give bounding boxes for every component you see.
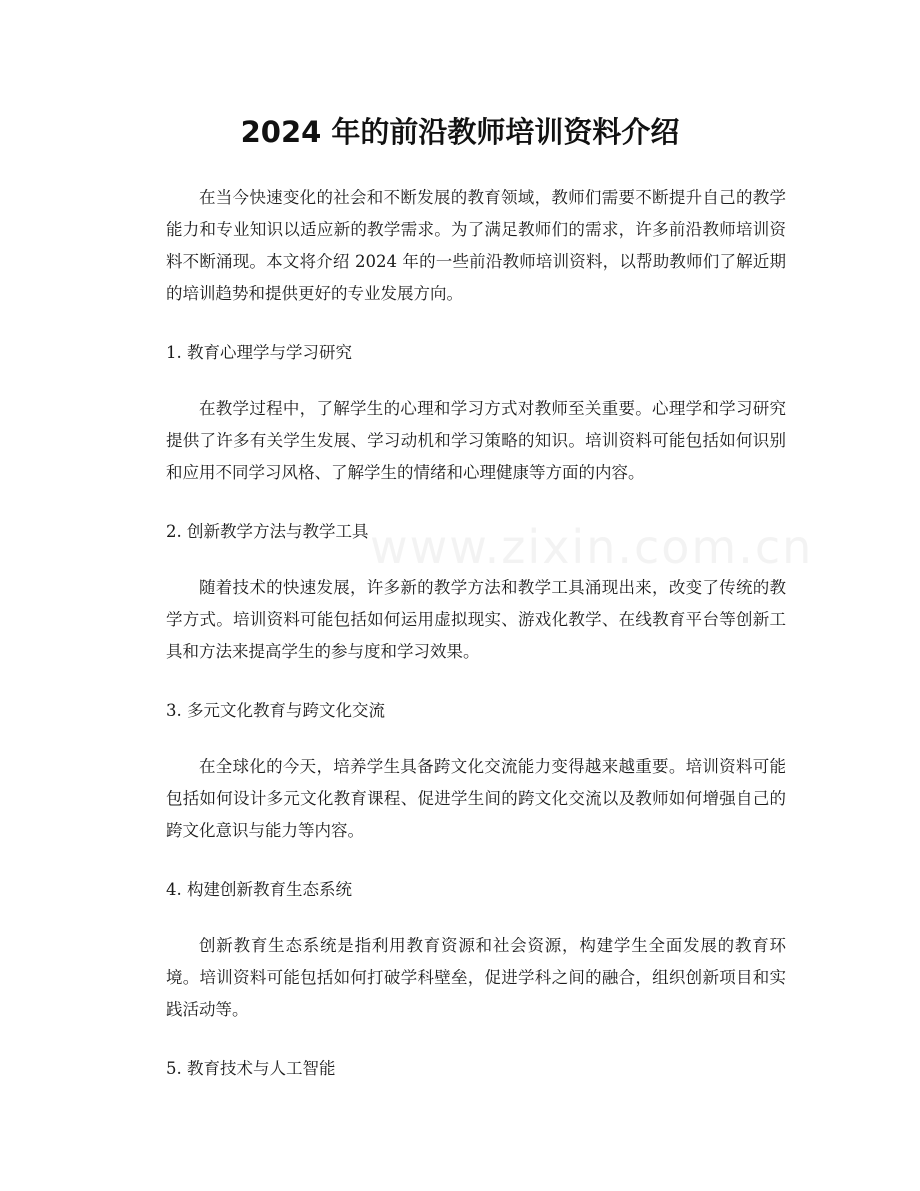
- spacer: [166, 906, 786, 930]
- section-5-heading: 5. 教育技术与人工智能: [166, 1059, 336, 1078]
- spacer: [166, 1026, 786, 1053]
- intro-paragraph: 在当今快速变化的社会和不断发展的教育领域，教师们需要不断提升自己的教学能力和专业知识以适应新的教学需求。为了满足教师们的需求，许多前沿教师培训资料不断涌现。本文将介绍 2024 年的一些前沿教师培训资料，以帮助教师们了解近期的培训趋势和提供更好的专业发展方向。: [166, 188, 786, 303]
- watermark-text: www.zixin.com.cn: [370, 520, 814, 574]
- spacer: [166, 847, 786, 874]
- spacer: [166, 369, 786, 393]
- spacer: [166, 548, 786, 572]
- section-2-body: 随着技术的快速发展，许多新的教学方法和教学工具涌现出来，改变了传统的教学方式。培训资料可能包括如何运用虚拟现实、游戏化教学、在线教育平台等创新工具和方法来提高学生的参与度和学习效果。: [166, 578, 786, 661]
- section-1-heading: 1. 教育心理学与学习研究: [166, 343, 352, 362]
- spacer: [166, 310, 786, 337]
- section-1-body: 在教学过程中，了解学生的心理和学习方式对教师至关重要。心理学和学习研究提供了许多有关学生发展、学习动机和学习策略的知识。培训资料可能包括如何识别和应用不同学习风格、了解学生的情绪和心理健康等方面的内容。: [166, 399, 786, 482]
- section-3-heading: 3. 多元文化教育与跨文化交流: [166, 701, 385, 720]
- spacer: [166, 727, 786, 751]
- spacer: [166, 668, 786, 695]
- document-body: [166, 182, 786, 1085]
- spacer: [166, 489, 786, 516]
- section-4-heading: 4. 构建创新教育生态系统: [166, 880, 352, 899]
- section-2-heading: 2. 创新教学方法与教学工具: [166, 522, 369, 541]
- page-title: 2024 年的前沿教师培训资料介绍: [240, 115, 680, 149]
- section-4-body: 创新教育生态系统是指利用教育资源和社会资源，构建学生全面发展的教育环境。培训资料可能包括如何打破学科壁垒，促进学科之间的融合，组织创新项目和实践活动等。: [166, 936, 786, 1019]
- section-3-body: 在全球化的今天，培养学生具备跨文化交流能力变得越来越重要。培训资料可能包括如何设计多元文化教育课程、促进学生间的跨文化交流以及教师如何增强自己的跨文化意识与能力等内容。: [166, 757, 786, 840]
